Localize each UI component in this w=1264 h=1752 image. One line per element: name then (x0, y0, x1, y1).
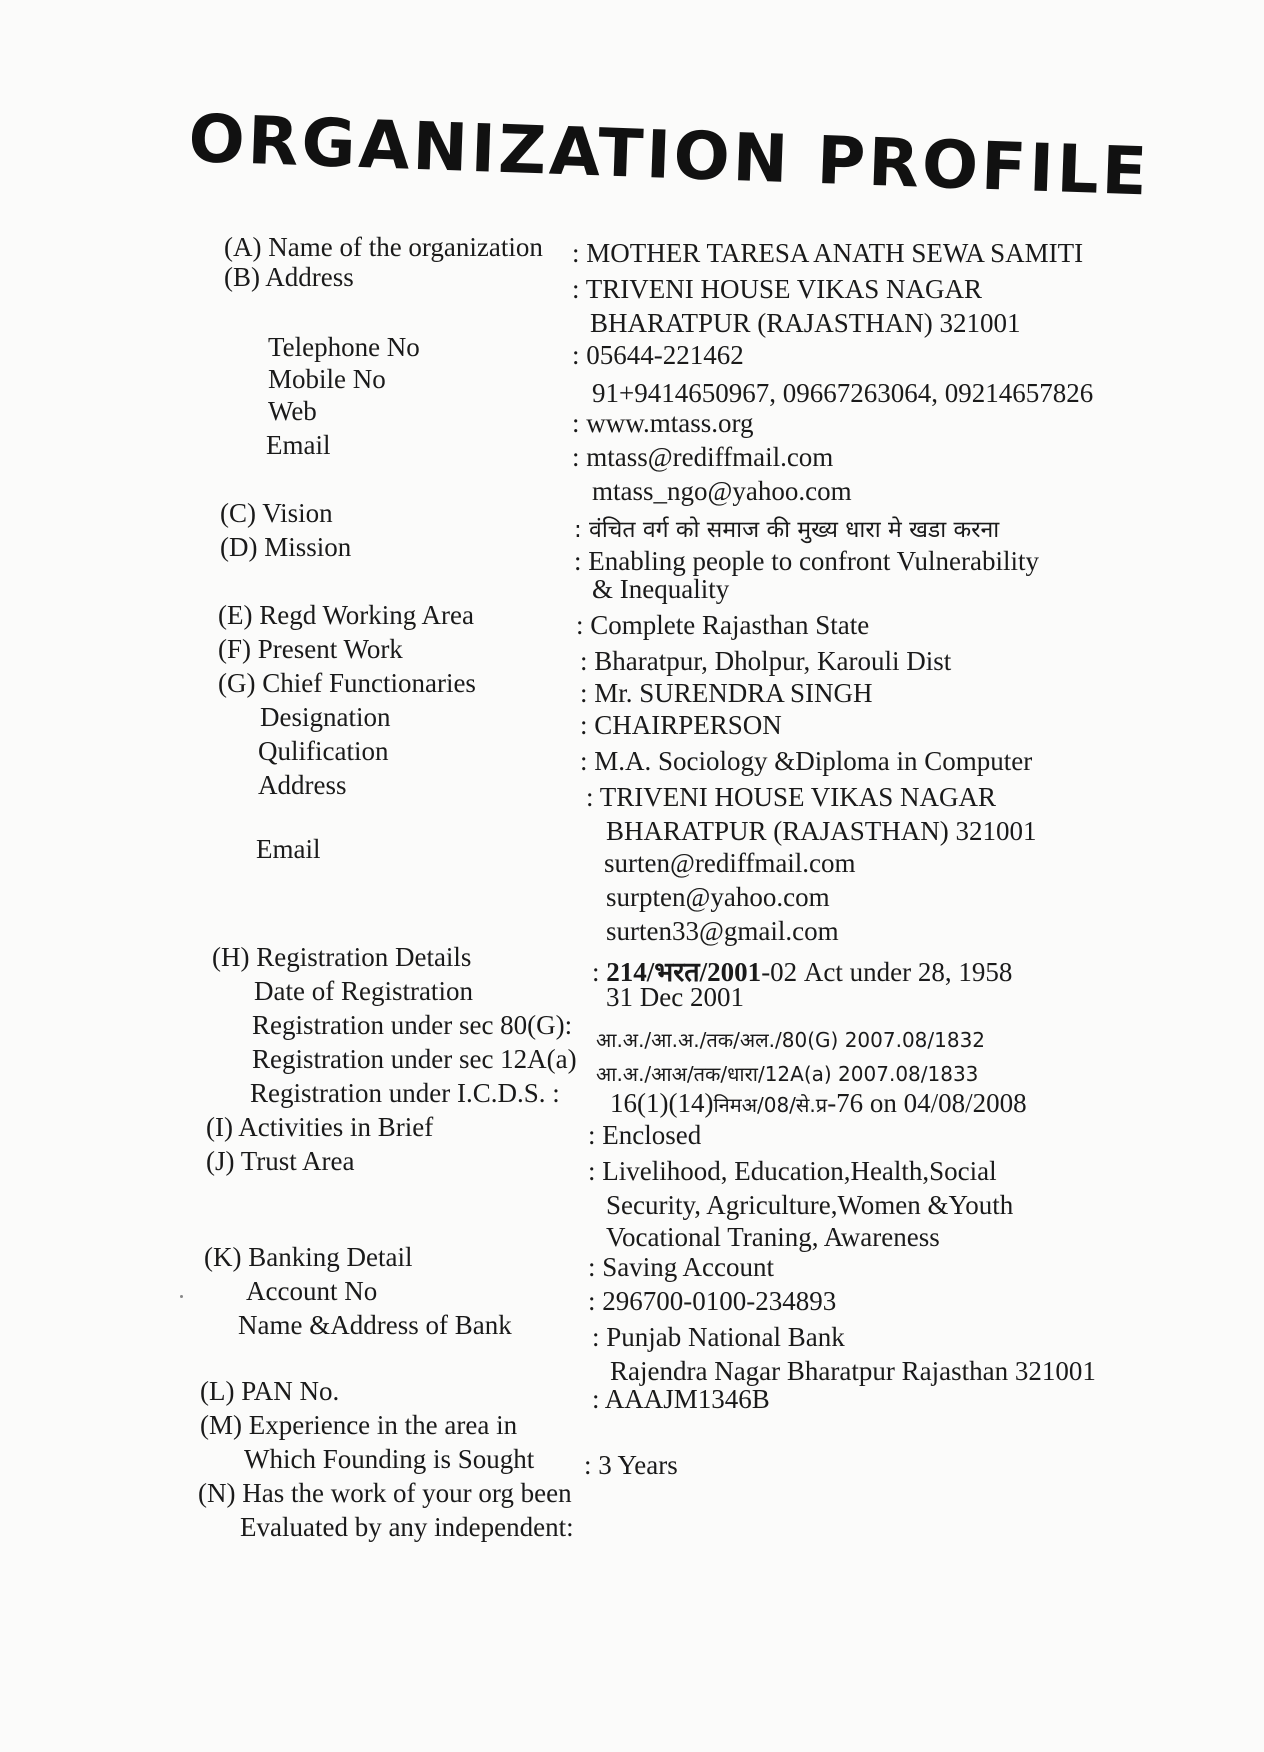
bank-name-label: Name &Address of Bank (238, 1310, 512, 1340)
activities-value: : Enclosed (588, 1120, 702, 1150)
email-value-1: : mtass@rediffmail.com (572, 442, 834, 472)
sec12a-label: Registration under sec 12A(a) (252, 1044, 577, 1074)
icds-label: Registration under I.C.D.S. : (250, 1078, 560, 1108)
pan-label: (L) PAN No. (200, 1376, 340, 1406)
designation-label: Designation (260, 702, 391, 732)
cf-address-value-line1: : TRIVENI HOUSE VIKAS NAGAR (586, 782, 997, 812)
icds-value: 16(1)(14)निमअ/08/से.प्र-76 on 04/08/2008 (610, 1088, 1027, 1118)
email-value-2: mtass_ngo@yahoo.com (592, 476, 852, 506)
present-work-label: (F) Present Work (218, 634, 403, 664)
trust-area-label: (J) Trust Area (206, 1146, 355, 1176)
trust-area-value-line2: Security, Agriculture,Women &Youth (606, 1190, 1014, 1220)
registration-date-label: Date of Registration (254, 976, 473, 1006)
experience-label-line2: Which Founding is Sought (244, 1444, 535, 1474)
mobile-value: 91+9414650967, 09667263064, 09214657826 (592, 378, 1094, 408)
cf-email-1: surten@rediffmail.com (604, 848, 856, 878)
org-name-value: : MOTHER TARESA ANATH SEWA SAMITI (572, 238, 1084, 268)
address-value-line2: BHARATPUR (RAJASTHAN) 321001 (590, 308, 1021, 338)
page-title: ORGANIZATION PROFILE (187, 100, 1152, 211)
mission-value-line2: & Inequality (592, 574, 730, 604)
sec12a-value: आ.अ./आअ/तक/धारा/12A(a) 2007.08/1833 (596, 1062, 979, 1086)
trust-area-value-line3: Vocational Traning, Awareness (606, 1222, 940, 1252)
experience-value: : 3 Years (584, 1450, 678, 1480)
cf-email-2: surpten@yahoo.com (606, 882, 830, 912)
cf-email-3: surten33@gmail.com (606, 916, 839, 946)
registration-details-value: : 214/भरत/2001-02 Act under 28, 1958 (592, 957, 1013, 987)
banking-detail-label: (K) Banking Detail (204, 1242, 413, 1272)
designation-value: : CHAIRPERSON (580, 710, 782, 740)
pan-value: : AAAJM1346B (592, 1384, 770, 1414)
web-label: Web (268, 396, 317, 426)
vision-label: (C) Vision (220, 498, 333, 528)
mobile-label: Mobile No (268, 364, 386, 394)
mission-value-line1: : Enabling people to confront Vulnerability (574, 546, 1040, 576)
activities-label: (I) Activities in Brief (206, 1112, 434, 1142)
telephone-label: Telephone No (268, 332, 420, 362)
working-area-value: : Complete Rajasthan State (576, 610, 870, 640)
registration-date-value: 31 Dec 2001 (606, 982, 744, 1012)
cf-address-value-line2: BHARATPUR (RAJASTHAN) 321001 (606, 816, 1037, 846)
cf-email-label: Email (256, 834, 321, 864)
qualification-label: Qulification (258, 736, 389, 766)
sec80g-value: आ.अ./आ.अ./तक/अल./80(G) 2007.08/1832 (596, 1028, 986, 1052)
registration-details-label: (H) Registration Details (212, 942, 472, 972)
banking-detail-value: : Saving Account (588, 1252, 774, 1282)
org-name-label: (A) Name of the organization (224, 232, 543, 262)
mission-label: (D) Mission (220, 532, 352, 562)
address-label: (B) Address (224, 262, 354, 292)
bank-name-value: : Punjab National Bank (592, 1322, 845, 1352)
evaluation-label-line2: Evaluated by any independent: (240, 1512, 574, 1542)
working-area-label: (E) Regd Working Area (218, 600, 475, 630)
experience-label-line1: (M) Experience in the area in (200, 1410, 518, 1440)
scan-speck (180, 1295, 183, 1298)
address-value-line1: : TRIVENI HOUSE VIKAS NAGAR (572, 274, 983, 304)
chief-functionaries-value: : Mr. SURENDRA SINGH (580, 678, 873, 708)
trust-area-value-line1: : Livelihood, Education,Health,Social (588, 1156, 997, 1186)
account-no-value: : 296700-0100-234893 (588, 1286, 837, 1316)
present-work-value: : Bharatpur, Dholpur, Karouli Dist (580, 646, 952, 676)
cf-address-label: Address (258, 770, 347, 800)
telephone-value: : 05644-221462 (572, 340, 744, 370)
email-label: Email (266, 430, 331, 460)
chief-functionaries-label: (G) Chief Functionaries (218, 668, 476, 698)
sec80g-label: Registration under sec 80(G): (252, 1010, 573, 1040)
web-value: : www.mtass.org (572, 408, 754, 438)
vision-value: : वंचित वर्ग को समाज की मुख्य धारा मे खडा करना (574, 517, 1000, 543)
bank-address-value: Rajendra Nagar Bharatpur Rajasthan 321001 (610, 1356, 1096, 1386)
evaluation-label-line1: (N) Has the work of your org been (198, 1478, 572, 1508)
qualification-value: : M.A. Sociology &Diploma in Computer (580, 746, 1033, 776)
account-no-label: Account No (246, 1276, 378, 1306)
